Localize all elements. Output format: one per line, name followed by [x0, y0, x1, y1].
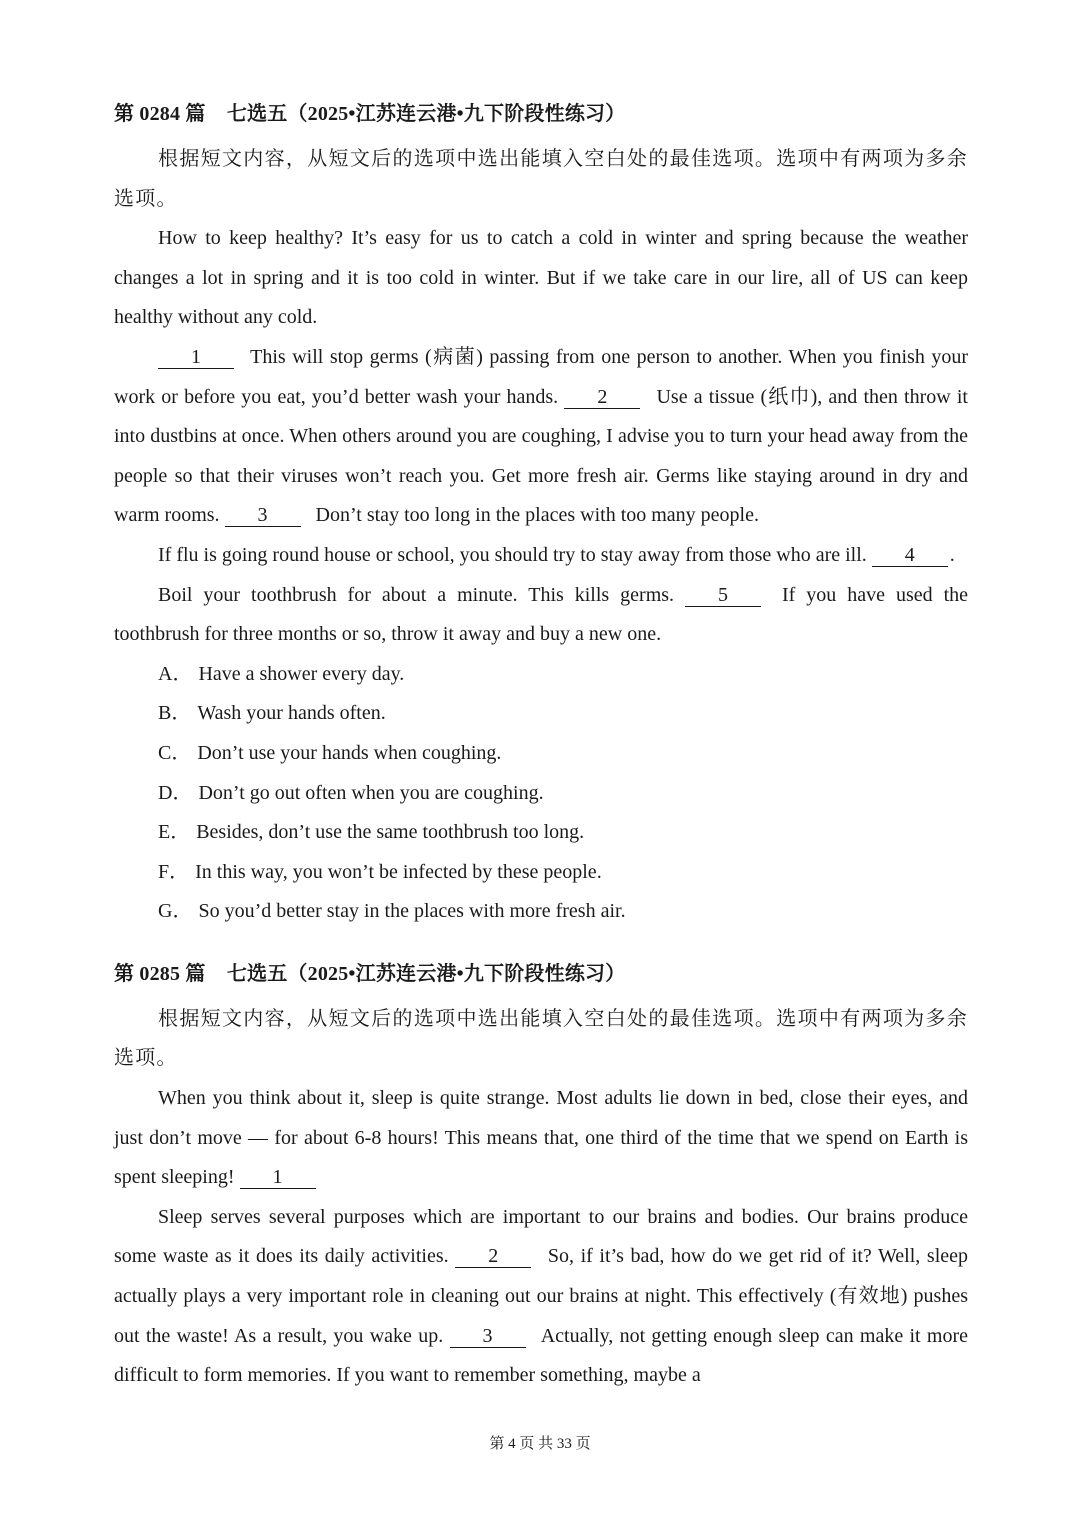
- instruction: 根据短文内容，从短文后的选项中选出能填入空白处的最佳选项。选项中有两项为多余选项。: [114, 148, 968, 210]
- answer-blank: 2: [564, 386, 640, 409]
- option-item: [114, 734, 968, 774]
- paragraph-text: Sleep serves several purposes which are important to our brains and bodies. Our brains produce some waste as it does its daily activities.: [114, 1205, 968, 1268]
- paragraph-text: Use a tissue (纸巾), and then throw it into dustbins at once. When others around you are coughing, I advise you to turn your head away from the people so that their viruses won’t reach you. Get more fresh air. Germs like staying around in dry and warm rooms.: [114, 385, 968, 527]
- option-text: Don’t use your hands when coughing.: [197, 741, 502, 764]
- page-footer: 第 4 页 共 33 页: [489, 1436, 591, 1452]
- answer-blank: 3: [225, 504, 301, 527]
- option-item: [114, 813, 968, 853]
- option-item: [114, 853, 968, 893]
- section-source: （2025•江苏连云港•九下阶段性练习）: [287, 962, 626, 985]
- section-gap: [114, 932, 968, 960]
- option-text: Besides, don’t use the same toothbrush too long.: [196, 821, 585, 844]
- answer-blank: 5: [685, 584, 761, 607]
- section-number: 第 0284 篇: [114, 103, 206, 125]
- answer-blank: 1: [240, 1166, 316, 1189]
- section-source: （2025•江苏连云港•九下阶段性练习）: [287, 103, 626, 125]
- option-text: Have a shower every day.: [198, 662, 405, 685]
- option-letter: G．: [158, 900, 193, 923]
- paragraph-text: So, if it’s bad, how do we get rid of it? Well, sleep actually plays a very important role in cleaning out our brains at night. This effectively (有效地) pushes out the waste! As a result, you wake up.: [114, 1245, 969, 1347]
- answer-blank: 1: [158, 346, 234, 369]
- paragraph-text: Boil your toothbrush for about a minute. This kills germs.: [158, 583, 675, 606]
- option-item: [114, 892, 968, 932]
- option-item: [114, 694, 968, 734]
- section-title: [114, 960, 968, 1000]
- option-list: [114, 655, 968, 932]
- option-letter: B．: [158, 702, 192, 725]
- answer-blank: 3: [450, 1325, 526, 1348]
- option-text: Don’t go out often when you are coughing.: [198, 781, 544, 804]
- paragraph-text: Actually, not getting enough sleep can make it more difficult to form memories. If you want to remember something, maybe a: [114, 1324, 968, 1387]
- paragraph: [114, 1079, 968, 1198]
- paragraph: How to keep healthy? It’s easy for us to catch a cold in winter and spring because the weather changes a lot in spring and it is too cold in winter. But if we take care in our lire, all of US can keep healthy without any cold.: [114, 227, 968, 329]
- instruction: 根据短文内容，从短文后的选项中选出能填入空白处的最佳选项。选项中有两项为多余选项。: [114, 1007, 968, 1070]
- paragraph-text: .: [949, 543, 955, 566]
- option-letter: E．: [158, 821, 191, 844]
- paragraph-text: This will stop germs (病菌) passing from one person to another. When you finish your work or before you eat, you’d better wash your hands.: [114, 345, 968, 408]
- paragraph: [114, 576, 968, 655]
- paragraph-text: Don’t stay too long in the places with too many people.: [315, 504, 759, 527]
- option-item: [114, 655, 968, 695]
- answer-blank: 2: [455, 1245, 531, 1268]
- document-page: [114, 100, 968, 1396]
- answer-blank: 4: [872, 544, 948, 567]
- option-text: In this way, you won’t be infected by these people.: [195, 860, 602, 883]
- paragraph-text: If you have used the toothbrush for three months or so, throw it away and buy a new one.: [114, 583, 969, 646]
- section-type: 七选五: [226, 103, 288, 125]
- option-text: So you’d better stay in the places with more fresh air.: [198, 900, 626, 923]
- section-type: 七选五: [226, 962, 288, 985]
- option-letter: F．: [158, 860, 190, 883]
- paragraph: [114, 338, 968, 536]
- paragraph-text: When you think about it, sleep is quite strange. Most adults lie down in bed, close their eyes, and just don’t move — for about 6-8 hours! This means that, one third of the time that we spend on Earth is spent sleeping!: [114, 1087, 968, 1189]
- option-letter: D．: [158, 781, 193, 804]
- option-letter: A．: [158, 662, 193, 685]
- section-number: 第 0285 篇: [114, 962, 206, 985]
- paragraph: [114, 536, 968, 576]
- option-item: [114, 774, 968, 814]
- section-title: [114, 100, 968, 140]
- paragraph-text: If flu is going round house or school, you should try to stay away from those who are ill.: [158, 543, 867, 566]
- paragraph: [114, 1198, 968, 1396]
- option-letter: C．: [158, 741, 192, 764]
- option-text: Wash your hands often.: [197, 702, 386, 725]
